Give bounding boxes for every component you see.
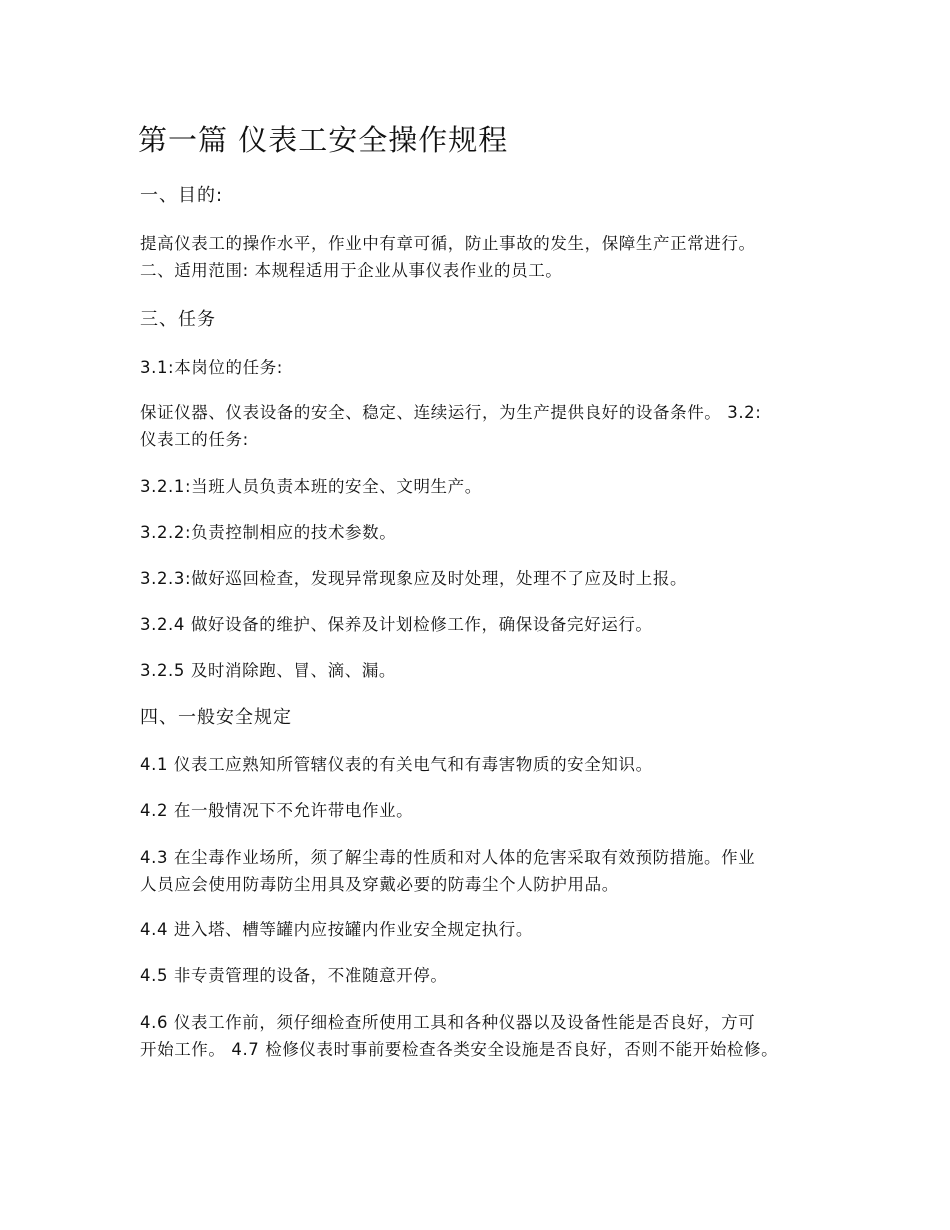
paragraph-4-6-line1: 4.6 仪表工作前，须仔细检查所使用工具和各种仪器以及设备性能是否良好，方可: [140, 1013, 756, 1032]
paragraph-purpose: 提高仪表工的操作水平，作业中有章可循，防止事故的发生，保障生产正常进行。: [140, 234, 756, 253]
paragraph-3-2: 仪表工的任务:: [140, 430, 249, 449]
document-title: 第一篇 仪表工安全操作规程: [138, 123, 509, 157]
paragraph-4-5: 4.5 非专责管理的设备，不准随意开停。: [140, 966, 448, 985]
paragraph-4-3-line2: 人员应会使用防毒防尘用具及穿戴必要的防毒尘个人防护用品。: [140, 875, 619, 894]
paragraph-4-4: 4.4 进入塔、槽等罐内应按罐内作业安全规定执行。: [140, 920, 533, 939]
paragraph-3-2-1: 3.2.1:当班人员负责本班的安全、文明生产。: [140, 477, 482, 496]
section-heading-tasks: 三、任务: [140, 309, 216, 330]
paragraph-3-1: 3.1:本岗位的任务:: [140, 358, 283, 377]
paragraph-4-1: 4.1 仪表工应熟知所管辖仪表的有关电气和有毒害物质的安全知识。: [140, 755, 653, 774]
section-scope: 二、适用范围: 本规程适用于企业从事仪表作业的员工。: [140, 261, 563, 280]
section-heading-purpose: 一、目的:: [140, 185, 224, 206]
section-heading-safety: 四、一般安全规定: [140, 707, 292, 728]
paragraph-4-2: 4.2 在一般情况下不允许带电作业。: [140, 801, 414, 820]
paragraph-3-2-3: 3.2.3:做好巡回检查，发现异常现象应及时处理，处理不了应及时上报。: [140, 569, 688, 588]
paragraph-3-2-5: 3.2.5 及时消除跑、冒、滴、漏。: [140, 661, 397, 680]
paragraph-4-6-line2: 开始工作。 4.7 检修仪表时事前要检查各类安全设施是否良好，否则不能开始检修。: [140, 1040, 779, 1059]
paragraph-3-1-text: 保证仪器、仪表设备的安全、稳定、连续运行，为生产提供良好的设备条件。 3.2:: [140, 403, 762, 422]
paragraph-3-2-2: 3.2.2:负责控制相应的技术参数。: [140, 523, 397, 542]
paragraph-3-2-4: 3.2.4 做好设备的维护、保养及计划检修工作，确保设备完好运行。: [140, 615, 653, 634]
paragraph-4-3-line1: 4.3 在尘毒作业场所，须了解尘毒的性质和对人体的危害采取有效预防措施。作业: [140, 848, 756, 867]
